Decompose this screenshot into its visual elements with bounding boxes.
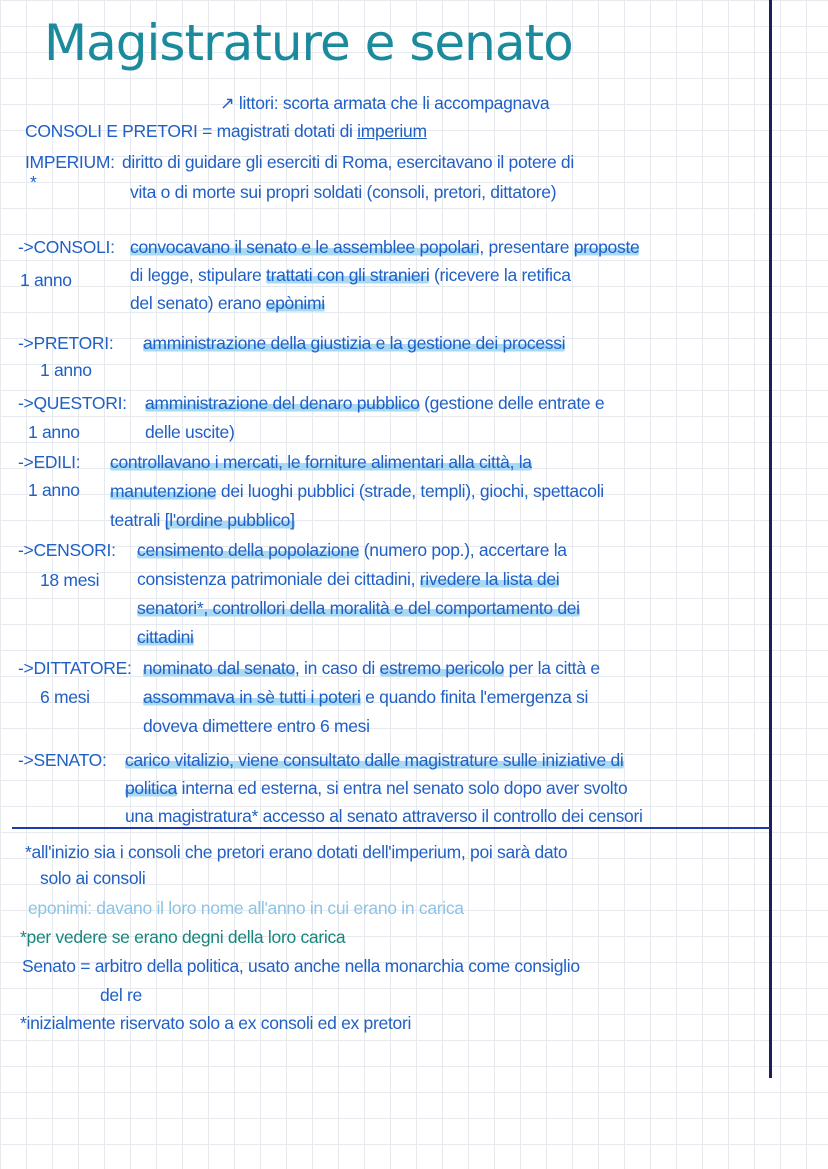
section-label: ->CONSOLI: <box>18 237 115 257</box>
text-segment: dei luoghi pubblici (strade, templi), giochi, spettacoli <box>216 481 604 501</box>
section-duration: 1 anno <box>40 360 92 380</box>
section-text-line <box>143 685 588 709</box>
section-label: ->QUESTORI: <box>18 393 127 413</box>
section-label: ->SENATO: <box>18 750 107 770</box>
littori-note: ↗ littori: scorta armata che li accompagnava <box>220 93 550 113</box>
consoli-pretori-text: = magistrati dotati di <box>197 121 358 141</box>
highlighted-text: [l'ordine pubblico] <box>164 510 295 530</box>
text-segment: del senato) erano <box>130 293 266 313</box>
note-senato-star: *inizialmente riservato solo a ex consoli ed ex pretori <box>20 1013 412 1033</box>
highlighted-text: epònimi <box>265 293 325 313</box>
highlighted-text: estremo pericolo <box>379 658 505 678</box>
section-text-line <box>130 291 325 315</box>
highlighted-text: nominato dal senato <box>143 658 295 678</box>
imperium-star: * <box>30 172 37 192</box>
note-censori-star: *per vedere se erano degni della loro carica <box>20 927 346 947</box>
section-text-line <box>143 331 565 355</box>
text-segment: per la città e <box>504 658 600 678</box>
text-segment: teatrali <box>110 510 165 530</box>
highlighted-text: convocavano il senato e le assemblee popolari <box>130 237 480 257</box>
section-text-line <box>110 479 604 503</box>
section-text-line <box>125 776 627 800</box>
note-eponimi: eponimi: davano il loro nome all'anno in cui erano in carica <box>28 898 464 918</box>
highlighted-text: cittadini <box>137 627 194 647</box>
highlighted-text: controllavano i mercati, le forniture alimentari alla città, la <box>110 452 532 472</box>
highlighted-text: carico vitalizio, viene consultato dalle magistrature sulle iniziative di <box>125 750 624 770</box>
highlighted-text: assommava in sè tutti i poteri <box>143 687 361 707</box>
imperium-line-2: vita o di morte sui propri soldati (consoli, pretori, dittatore) <box>130 182 557 202</box>
section-duration: 1 anno <box>28 480 80 500</box>
text-segment: di legge, stipulare <box>130 265 267 285</box>
highlighted-text: trattati con gli stranieri <box>266 265 430 285</box>
text-segment: interna ed esterna, si entra nel senato solo dopo aver svolto <box>177 778 628 798</box>
text-segment: una magistratura* accesso al senato attraverso il controllo dei censori <box>125 806 643 826</box>
note-senato-cont: del re <box>100 985 142 1005</box>
section-text-line <box>137 567 559 591</box>
text-segment: e quando finita l'emergenza si <box>360 687 589 707</box>
note-1: *all'inizio sia i consoli che pretori erano dotati dell'imperium, poi sarà dato <box>25 842 568 862</box>
highlighted-text: senatori*, controllori della moralità e del comportamento dei <box>137 598 580 618</box>
highlighted-text: rivedere la lista dei <box>419 569 560 589</box>
margin-rule-vertical <box>769 0 772 1078</box>
highlighted-text: politica <box>125 778 178 798</box>
imperium-label: IMPERIUM: <box>25 152 115 172</box>
text-segment: doveva dimettere entro 6 mesi <box>143 716 370 736</box>
section-text-line <box>125 748 624 772</box>
text-segment: (ricevere la retifica <box>429 265 571 285</box>
section-duration: 18 mesi <box>40 570 100 590</box>
text-segment: (gestione delle entrate e <box>419 393 605 413</box>
section-text-line <box>125 804 643 828</box>
section-text-line <box>145 391 604 415</box>
section-label: ->PRETORI: <box>18 333 114 353</box>
consoli-pretori-line <box>25 119 427 143</box>
highlighted-text: amministrazione del denaro pubblico <box>145 393 420 413</box>
section-text-line <box>110 450 532 474</box>
section-text-line <box>110 508 295 532</box>
text-segment: consistenza patrimoniale dei cittadini, <box>137 569 420 589</box>
text-segment: , presentare <box>479 237 574 257</box>
section-text-line <box>130 235 639 259</box>
section-duration: 1 anno <box>20 270 72 290</box>
section-text-line <box>143 656 600 680</box>
note-2: solo ai consoli <box>40 868 146 888</box>
page-title: Magistrature e senato <box>44 14 573 72</box>
section-text-line <box>143 714 370 738</box>
consoli-pretori-label: CONSOLI E PRETORI <box>25 121 198 141</box>
imperium-word: imperium <box>357 121 427 141</box>
imperium-line-1: diritto di guidare gli eserciti di Roma, esercitavano il potere di <box>122 152 574 172</box>
highlighted-text: proposte <box>573 237 640 257</box>
highlighted-text: censimento della popolazione <box>137 540 360 560</box>
section-text-line <box>145 420 234 444</box>
section-text-line <box>137 596 580 620</box>
highlighted-text: amministrazione della giustizia e la gestione dei processi <box>143 333 566 353</box>
section-label: ->DITTATORE: <box>18 658 132 678</box>
highlighted-text: manutenzione <box>110 481 217 501</box>
text-segment: , in caso di <box>294 658 380 678</box>
text-segment: delle uscite) <box>145 422 235 442</box>
section-label: ->EDILI: <box>18 452 81 472</box>
section-duration: 6 mesi <box>40 687 90 707</box>
text-segment: (numero pop.), accertare la <box>359 540 567 560</box>
section-duration: 1 anno <box>28 422 80 442</box>
section-text-line <box>137 538 567 562</box>
section-text-line <box>137 625 194 649</box>
note-senato: Senato = arbitro della politica, usato anche nella monarchia come consiglio <box>22 956 580 976</box>
section-label: ->CENSORI: <box>18 540 116 560</box>
section-text-line <box>130 263 571 287</box>
